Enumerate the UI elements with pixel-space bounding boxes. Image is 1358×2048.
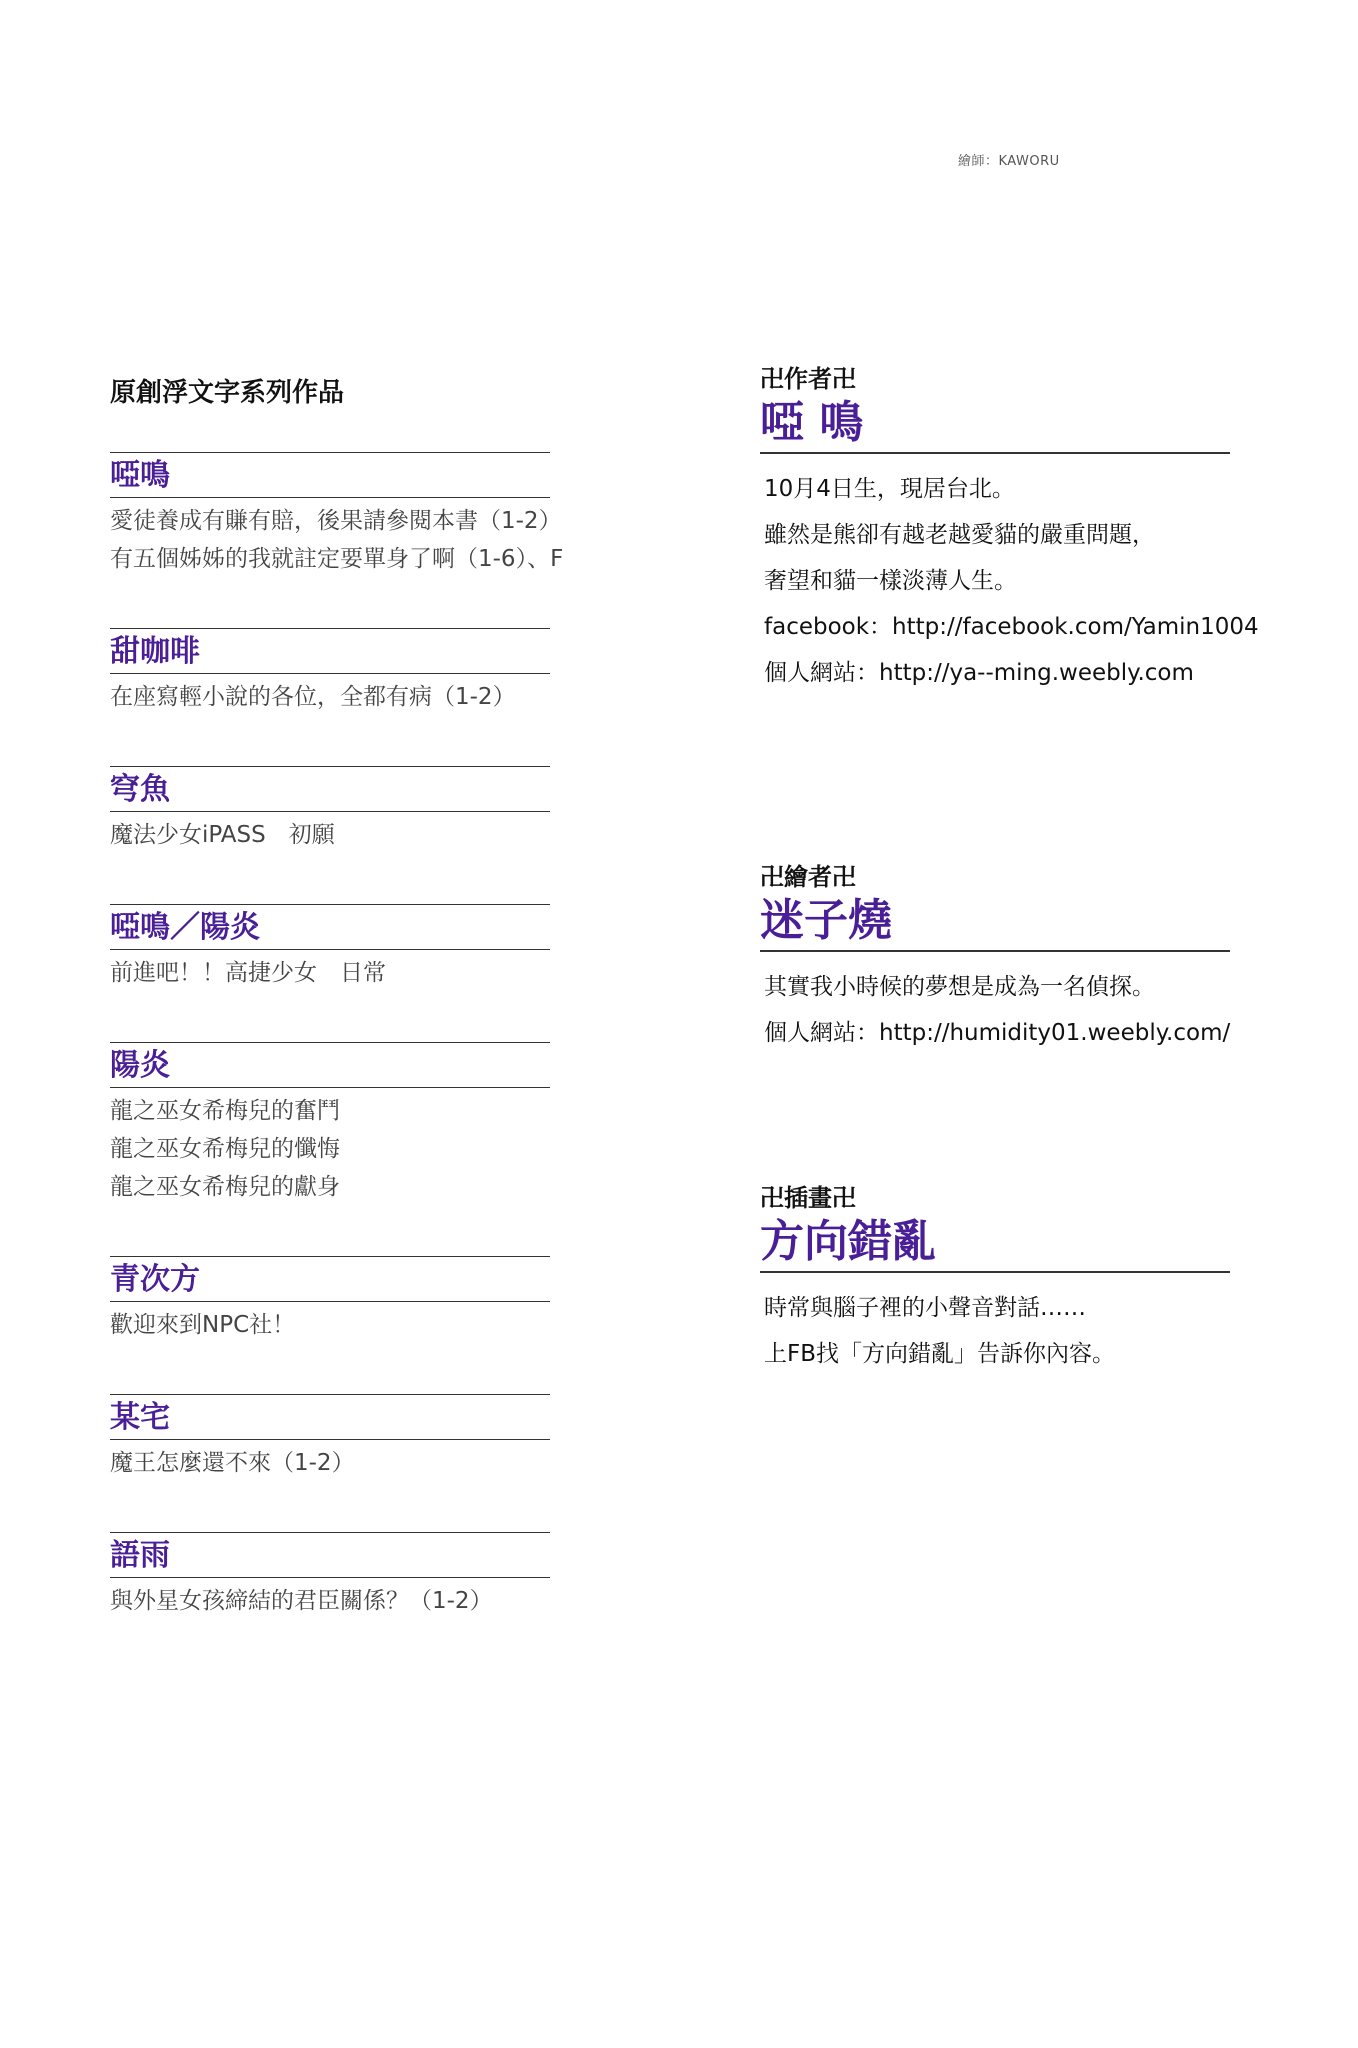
series-entry <box>110 1042 550 1206</box>
series-entry <box>110 904 550 992</box>
illustrator-credit: 繪師：KAWORU <box>958 154 1060 169</box>
series-author: 青次方 <box>110 1256 550 1302</box>
series-author: 語雨 <box>110 1532 550 1578</box>
illustrator-name: 方向錯亂 <box>760 1216 936 1267</box>
illustrator-divider <box>760 1271 1230 1273</box>
series-entry <box>110 452 564 578</box>
illustrator-profile <box>760 1183 1230 1377</box>
author-divider <box>760 452 1230 454</box>
series-author: 穹魚 <box>110 766 550 812</box>
editor-name: 迷子燒 <box>760 895 892 946</box>
series-work: 龍之巫女希梅兒的奮鬥 <box>110 1098 340 1124</box>
author-bio-line: 雖然是熊卻有越老越愛貓的嚴重問題， <box>764 522 1155 548</box>
series-entry <box>110 628 550 716</box>
illustrator-bio-line: 上FB找「方向錯亂」告訴你內容。 <box>764 1341 1116 1367</box>
series-author: 某宅 <box>110 1394 550 1440</box>
series-author: 啞鳴／陽炎 <box>110 904 550 950</box>
author-facebook: facebook：http://facebook.com/Yamin1004 <box>764 614 1259 640</box>
series-entry <box>110 1532 550 1620</box>
series-work: 有五個姊姊的我就註定要單身了啊（1-6）、F <box>110 546 564 572</box>
illustrator-role-label: 卍插畫卍 <box>760 1184 856 1212</box>
series-author: 陽炎 <box>110 1042 550 1088</box>
series-work: 歡迎來到NPC社！ <box>110 1312 296 1338</box>
editor-website: 個人網站：http://humidity01.weebly.com/ <box>764 1020 1231 1046</box>
series-entry <box>110 1256 550 1344</box>
series-work: 愛徒養成有賺有賠，後果請參閱本書（1-2） <box>110 508 562 534</box>
series-work: 在座寫輕小說的各位，全都有病（1-2） <box>110 684 516 710</box>
editor-role-label: 卍繪者卍 <box>760 863 856 891</box>
series-work: 龍之巫女希梅兒的懺悔 <box>110 1136 340 1162</box>
series-author: 甜咖啡 <box>110 628 550 674</box>
series-entry <box>110 766 550 854</box>
author-bio-line: 10月4日生，現居台北。 <box>764 476 1015 502</box>
author-website: 個人網站：http://ya--ming.weebly.com <box>764 660 1194 686</box>
author-profile <box>760 364 1259 696</box>
author-name: 啞 鳴 <box>760 397 864 448</box>
series-work: 與外星女孩締結的君臣關係？（1-2） <box>110 1588 493 1614</box>
series-work: 龍之巫女希梅兒的獻身 <box>110 1174 340 1200</box>
editor-profile <box>760 862 1230 1056</box>
series-work: 魔王怎麼還不來（1-2） <box>110 1450 355 1476</box>
illustrator-bio-line: 時常與腦子裡的小聲音對話…… <box>764 1295 1086 1321</box>
series-entry <box>110 1394 550 1482</box>
series-list-title: 原創浮文字系列作品 <box>110 378 345 408</box>
editor-divider <box>760 950 1230 952</box>
author-bio-line: 奢望和貓一樣淡薄人生。 <box>764 568 1017 594</box>
series-author: 啞鳴 <box>110 452 550 498</box>
series-work: 前進吧！！高捷少女 日常 <box>110 960 386 986</box>
author-role-label: 卍作者卍 <box>760 365 856 393</box>
series-list <box>110 452 564 1670</box>
editor-bio-line: 其實我小時候的夢想是成為一名偵探。 <box>764 974 1155 1000</box>
series-work: 魔法少女iPASS 初願 <box>110 822 335 848</box>
